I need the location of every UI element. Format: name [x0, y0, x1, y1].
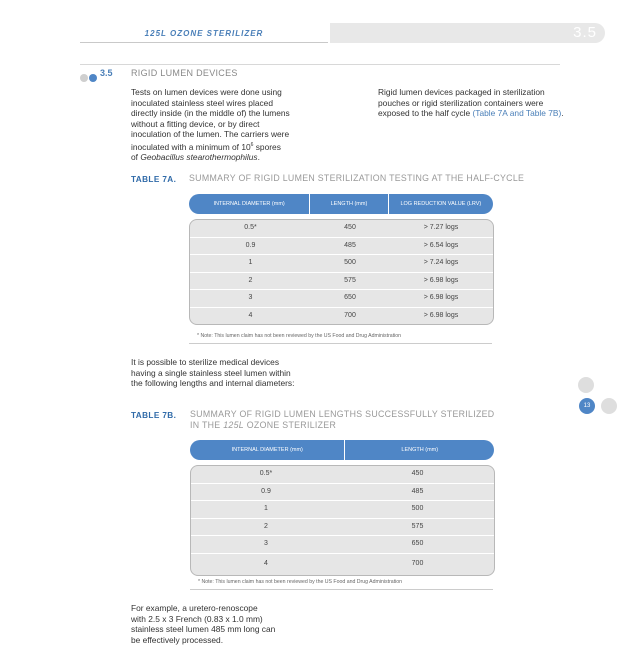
- text-line: inoculated stainless steel wires placed: [131, 97, 273, 108]
- table-row: [190, 220, 493, 238]
- table-7b-body: [190, 465, 495, 576]
- table-cell: 1: [248, 259, 253, 266]
- title-line: [190, 420, 494, 431]
- text-line: with 2.5 x 3 French (0.83 x 1.0 mm): [131, 613, 263, 624]
- section-number: 3.5: [100, 68, 113, 78]
- table-row: [191, 554, 494, 575]
- text-line: inoculation of the lumen. The carriers were: [131, 129, 290, 140]
- text-fragment: inoculated with a minimum of 10: [131, 141, 251, 152]
- text-line: without a fitting device, or by direct: [131, 118, 260, 129]
- text-line: Rigid lumen devices packaged in sterilization: [378, 87, 545, 97]
- table-7a-header: [189, 194, 493, 214]
- text-fragment: 125L: [223, 420, 245, 430]
- text-line: directly inside (in the middle of) the lumens: [131, 108, 290, 119]
- table-cell: 3: [248, 294, 253, 301]
- text-fragment: .: [257, 152, 260, 163]
- table-cell: 0.9: [261, 487, 271, 495]
- table-cell: > 6.54 logs: [423, 241, 459, 249]
- text-line: [131, 140, 331, 152]
- table-7b-header: [190, 440, 494, 460]
- text-fragment: of: [131, 152, 141, 163]
- column-header: INTERNAL DIAMETER (mm): [190, 440, 345, 460]
- footnote-divider: [189, 343, 492, 344]
- table-7a-footnote: * Note: This lumen claim has not been reviewed by the US Food and Drug Administration: [197, 333, 402, 339]
- intro-paragraph-right: [378, 87, 578, 119]
- table-cell: 2: [248, 276, 253, 284]
- table-cell: 485: [344, 241, 356, 249]
- table-row: [190, 255, 493, 273]
- document-title: 125L OZONE STERILIZER: [80, 24, 328, 43]
- text-fragment: spores: [253, 141, 281, 152]
- table-7b-footnote: * Note: This lumen claim has not been reviewed by the US Food and Drug Administration: [198, 579, 403, 585]
- table-cell: 650: [411, 540, 424, 547]
- text-line: It is possible to sterilize medical devices: [131, 357, 280, 367]
- table-row: [190, 308, 493, 325]
- table-cell: 2: [264, 522, 268, 530]
- table-cell: 575: [344, 276, 356, 284]
- text-line: having a single stainless steel lumen within: [131, 367, 291, 378]
- text-line: the following lengths and internal diameters:: [131, 378, 295, 389]
- table-cell: > 7.24 logs: [423, 259, 459, 266]
- text-line: [131, 152, 331, 163]
- column-header: LENGTH (mm): [310, 194, 388, 214]
- header-bar: [330, 23, 605, 43]
- table-cell: 700: [344, 311, 356, 319]
- section-title: RIGID LUMEN DEVICES: [131, 68, 238, 78]
- table-cell: 575: [411, 522, 424, 530]
- table-cell: 0.5*: [259, 470, 273, 477]
- text-line: For example, a uretero-renoscope: [131, 603, 258, 613]
- table-7a-body: [189, 219, 494, 325]
- table-row: [190, 238, 493, 256]
- table-reference-link[interactable]: (Table 7A and Table 7B): [472, 108, 562, 119]
- table-cell: 700: [411, 559, 424, 567]
- table-cell: 0.5*: [244, 224, 257, 231]
- table-7b-caption: TABLE 7B.: [131, 411, 177, 420]
- table-row: [191, 536, 494, 554]
- table-cell: 450: [411, 470, 424, 477]
- table-cell: 4: [248, 311, 253, 319]
- column-header: INTERNAL DIAMETER (mm): [189, 194, 310, 214]
- decorative-dot-icon: [578, 377, 594, 393]
- page-number: 13: [579, 398, 595, 414]
- footnote-divider: [190, 589, 493, 590]
- table-7a-caption: TABLE 7A.: [131, 175, 177, 184]
- decorative-dot-icon: [601, 398, 617, 414]
- table-cell: > 6.98 logs: [423, 294, 459, 301]
- table-cell: 500: [411, 505, 424, 512]
- text-fragment: exposed to the half cycle: [378, 108, 473, 119]
- table-row: [191, 519, 494, 537]
- intro-paragraph-left: [131, 87, 331, 163]
- example-paragraph: [131, 603, 351, 645]
- column-header: LENGTH (mm): [401, 447, 439, 453]
- superscript: 6: [250, 141, 254, 148]
- text-fragment: .: [561, 108, 564, 119]
- table-row: [191, 501, 494, 519]
- table-cell: 650: [344, 294, 356, 301]
- column-header: LOG REDUCTION VALUE (LRV): [400, 201, 482, 207]
- table-cell: 0.9: [245, 241, 256, 249]
- table-cell: 485: [411, 487, 424, 495]
- table-cell: 500: [344, 259, 356, 266]
- text-line: pouches or rigid sterilization containers were: [378, 97, 544, 108]
- text-fragment: OZONE STERILIZER: [244, 420, 337, 430]
- title-line: SUMMARY OF RIGID LUMEN LENGTHS SUCCESSFULLY STERILIZED: [190, 409, 495, 419]
- table-7a-title: SUMMARY OF RIGID LUMEN STERILIZATION TESTING AT THE HALF-CYCLE: [189, 173, 525, 183]
- table-cell: 4: [264, 559, 268, 567]
- species-name: Geobacillus stearothermophilus: [140, 152, 258, 163]
- table-cell: 450: [344, 224, 356, 231]
- table-cell: > 6.98 logs: [423, 276, 459, 284]
- table-row: [191, 466, 494, 484]
- table-row: [191, 484, 494, 502]
- middle-paragraph: [131, 357, 351, 389]
- table-7b-title: [190, 409, 494, 431]
- table-cell: 3: [264, 540, 268, 547]
- text-line: be effectively processed.: [131, 634, 224, 645]
- table-cell: > 7.27 logs: [423, 224, 459, 231]
- section-divider: [80, 64, 560, 65]
- table-row: [190, 290, 493, 308]
- text-line: [378, 108, 578, 119]
- section-dots-icon: [80, 69, 98, 79]
- text-line: stainless steel lumen 485 mm long can: [131, 624, 276, 635]
- text-line: Tests on lumen devices were done using: [131, 87, 282, 97]
- table-cell: > 6.98 logs: [423, 311, 459, 319]
- table-cell: 1: [264, 505, 268, 512]
- text-fragment: IN THE: [190, 420, 224, 430]
- header-section-number: 3.5: [573, 24, 597, 41]
- table-row: [190, 273, 493, 291]
